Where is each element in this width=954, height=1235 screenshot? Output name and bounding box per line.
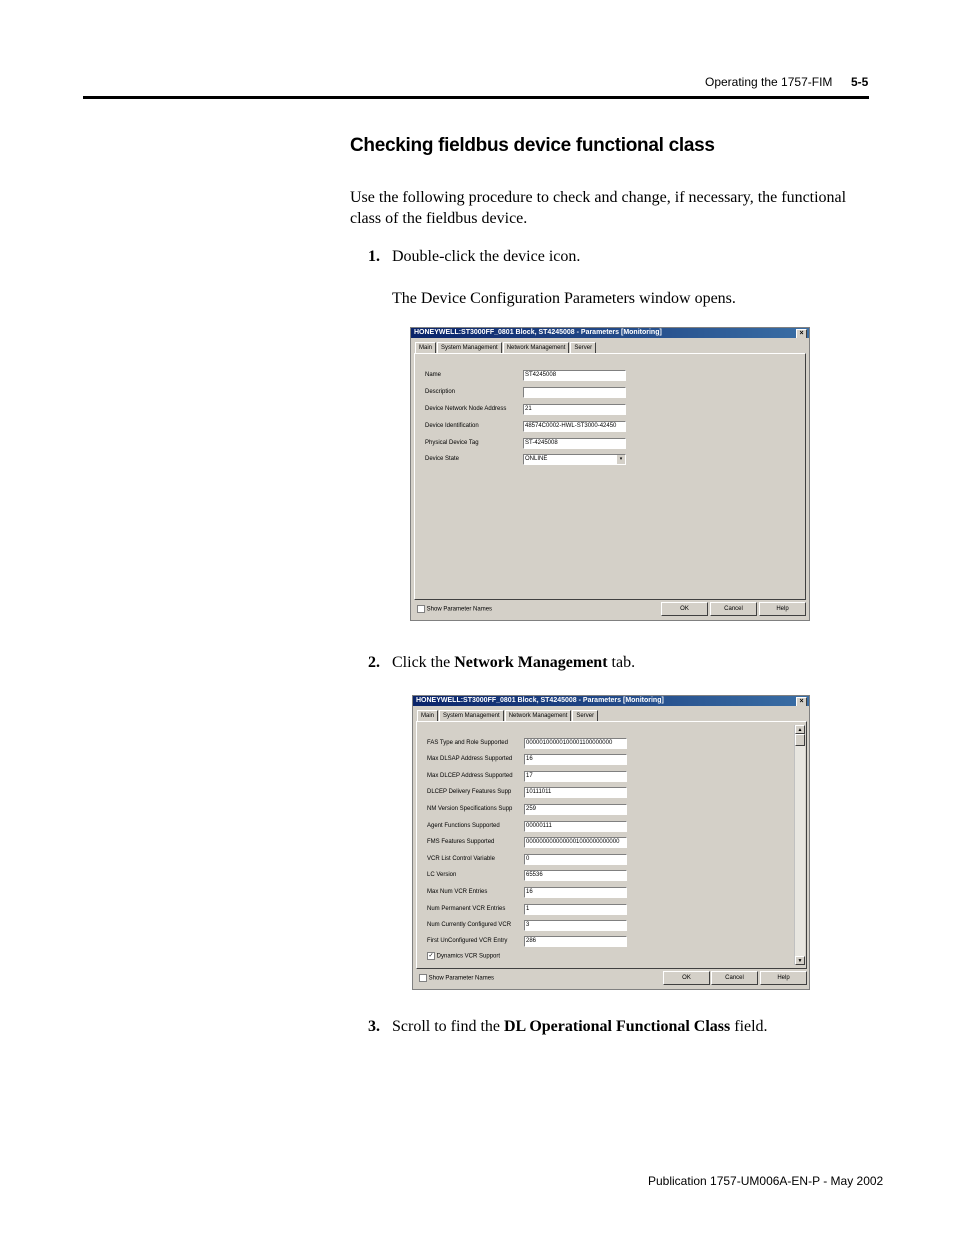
configured-vcr-field[interactable]: 3 [524, 920, 627, 931]
ok-button[interactable]: OK [663, 971, 710, 985]
show-names-label: Show Parameter Names [428, 975, 495, 982]
help-button[interactable]: Help [760, 971, 807, 985]
dialog-titlebar [413, 696, 809, 706]
field-label: VCR List Control Variable [427, 856, 495, 862]
permanent-vcr-field[interactable]: 1 [524, 904, 627, 915]
node-address-field[interactable]: 21 [523, 404, 626, 415]
field-label: Max DLSAP Address Supported [427, 756, 513, 762]
dynamics-vcr-row [427, 952, 500, 963]
dynamics-vcr-checkbox[interactable]: ✓ [428, 953, 434, 959]
step-number: 2. [368, 654, 380, 671]
description-field[interactable] [523, 387, 626, 398]
field-row [425, 454, 630, 465]
scroll-up-icon[interactable]: ▲ [795, 725, 805, 734]
vcr-list-control-field[interactable]: 0 [524, 854, 627, 865]
chevron-down-icon[interactable]: ▾ [617, 455, 625, 464]
step-text: Double-click the device icon. [392, 248, 581, 265]
field-label: Max DLCEP Address Supported [427, 773, 513, 779]
step-text-bold: Network Management [454, 654, 608, 671]
field-label: Description [425, 389, 456, 395]
nm-version-field[interactable]: 259 [524, 804, 627, 815]
tab-panel [414, 353, 806, 600]
max-dlsap-field[interactable]: 16 [524, 754, 627, 765]
cancel-button[interactable]: Cancel [711, 971, 758, 985]
step-number: 1. [368, 248, 380, 265]
scroll-thumb[interactable] [795, 734, 805, 746]
name-field[interactable]: ST4245008 [523, 370, 626, 381]
show-names-row [417, 605, 492, 613]
help-button[interactable]: Help [759, 602, 806, 616]
tab-main[interactable]: Main [417, 710, 438, 721]
step-text-pre: Scroll to find the [392, 1018, 504, 1035]
dialog-titlebar [411, 328, 809, 338]
cancel-button[interactable]: Cancel [710, 602, 757, 616]
unconfigured-vcr-field[interactable]: 286 [524, 936, 627, 947]
close-icon[interactable]: × [796, 329, 807, 338]
scrollbar[interactable] [794, 725, 805, 965]
field-label: Max Num VCR Entries [427, 889, 488, 895]
page-number: 5-5 [851, 75, 869, 89]
device-state-value: ONLINE [525, 456, 548, 462]
field-label: FAS Type and Role Supported [427, 740, 508, 746]
field-row [425, 370, 630, 381]
tab-system-management[interactable]: System Management [439, 710, 504, 721]
step-text-post: tab. [607, 654, 636, 671]
tab-system-management[interactable]: System Management [437, 342, 502, 353]
tab-strip [417, 709, 599, 720]
step-text-pre: Click the [392, 654, 455, 671]
dialog-title: HONEYWELL:ST3000FF_0801 Block, ST4245008 - Parameters [Monitoring] [416, 697, 664, 704]
step-text-post: field. [730, 1018, 768, 1035]
footer-publication: Publication 1757-UM006A-EN-P - May 2002 [648, 1174, 884, 1188]
field-label: Num Currently Configured VCR [427, 922, 512, 928]
parameters-dialog-network [412, 695, 810, 990]
fms-features-field[interactable]: 0000000000000001000000000000 [524, 837, 627, 848]
tab-network-management[interactable]: Network Management [503, 342, 570, 353]
agent-functions-field[interactable]: 00000111 [524, 821, 627, 832]
parameters-dialog-main [410, 327, 810, 621]
step-text-bold: DL Operational Functional Class [503, 1018, 731, 1035]
field-label: First UnConfigured VCR Entry [427, 938, 508, 944]
lc-version-field[interactable]: 65536 [524, 870, 627, 881]
close-icon[interactable]: × [796, 697, 807, 706]
field-row [425, 387, 630, 398]
tab-strip [415, 341, 597, 352]
field-label: Physical Device Tag [425, 440, 479, 446]
step-1-note: The Device Configuration Parameters window opens. [392, 290, 736, 307]
ok-button[interactable]: OK [661, 602, 708, 616]
max-dlcep-field[interactable]: 17 [524, 771, 627, 782]
field-row [425, 404, 630, 415]
show-names-row [419, 974, 494, 982]
field-label: Name [425, 372, 442, 378]
field-label: Device Identification [425, 423, 479, 429]
show-names-checkbox[interactable] [419, 974, 427, 982]
step-3 [368, 1018, 768, 1036]
dlcep-delivery-field[interactable]: 10111011 [524, 787, 627, 798]
fas-type-field[interactable]: 00000100000100001100000000 [524, 738, 627, 749]
tab-server[interactable]: Server [572, 710, 598, 721]
tab-server[interactable]: Server [570, 342, 596, 353]
show-names-label: Show Parameter Names [426, 606, 493, 613]
field-row [425, 421, 630, 432]
running-header: Operating the 1757-FIM [705, 75, 833, 89]
field-label: DLCEP Delivery Features Supp [427, 789, 512, 795]
tab-network-management[interactable]: Network Management [505, 710, 572, 722]
section-title: Checking fieldbus device functional class [350, 135, 715, 156]
device-id-field[interactable]: 48574C0002-HWL-ST3000-42450 [523, 421, 626, 432]
field-label: Num Permanent VCR Entries [427, 906, 506, 912]
tab-main[interactable]: Main [415, 342, 436, 354]
field-label: NM Version Specifications Supp [427, 806, 513, 812]
header-rule [83, 96, 869, 99]
field-row [425, 438, 630, 449]
step-2 [368, 654, 635, 672]
show-names-checkbox[interactable] [417, 605, 425, 613]
step-number: 3. [368, 1018, 380, 1035]
device-state-select[interactable] [523, 454, 626, 465]
field-label: Device Network Node Address [425, 406, 507, 412]
field-label: LC Version [427, 872, 457, 878]
field-label: Agent Functions Supported [427, 823, 500, 829]
max-vcr-entries-field[interactable]: 16 [524, 887, 627, 898]
tab-panel [416, 721, 807, 969]
field-label: FMS Features Supported [427, 839, 495, 845]
field-label: Device State [425, 456, 460, 462]
dynamics-vcr-label: Dynamics VCR Support [436, 953, 501, 960]
intro-paragraph: Use the following procedure to check and change, if necessary, the functional class of the fieldbus device. [350, 189, 847, 227]
step-1 [368, 248, 580, 266]
device-tag-field[interactable]: ST-4245008 [523, 438, 626, 449]
dialog-title: HONEYWELL:ST3000FF_0801 Block, ST4245008 - Parameters [Monitoring] [414, 329, 662, 336]
scroll-down-icon[interactable]: ▼ [795, 956, 805, 965]
